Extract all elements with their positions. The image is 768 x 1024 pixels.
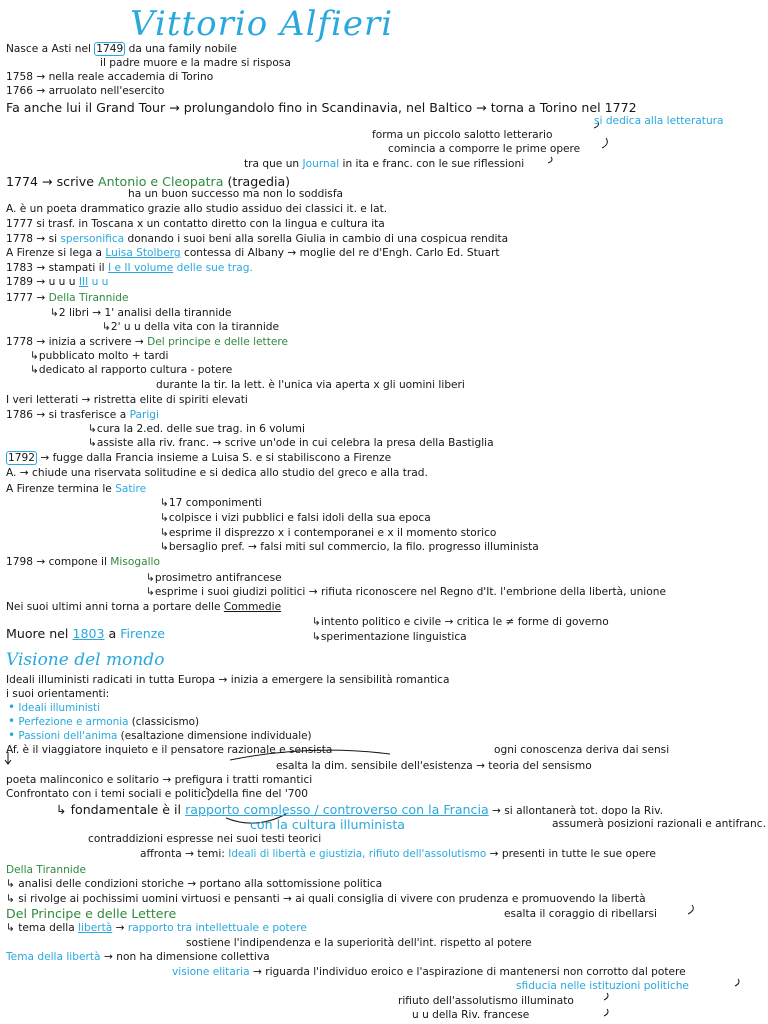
visione-text: → presenti in tutte le sue opere	[486, 848, 656, 860]
arrow-icon: ↳	[88, 437, 97, 449]
bio-line: 1766 → arruolato nell'esercito	[6, 85, 165, 97]
bio-line	[88, 423, 305, 436]
bio-text: a	[104, 626, 121, 641]
bio-line	[50, 307, 232, 320]
volume-label: III	[78, 276, 89, 288]
visione-text: fondamentale è il	[70, 802, 186, 817]
arrow-icon: ↳	[160, 541, 169, 553]
bio-text: 1789 → u u u	[6, 276, 79, 288]
bio-line-misogallo	[6, 556, 160, 569]
bio-line	[30, 350, 168, 363]
bio-text: Nasce a Asti nel	[6, 43, 95, 55]
bio-line	[160, 527, 496, 540]
bio-text: esprime il disprezzo x i contemporanei e x il momento storico	[168, 527, 497, 539]
visione-text: → si allontanerà tot. dopo la Riv.	[488, 805, 664, 817]
themes-text: Ideali di libertà e giustizia, rifiuto dell'assolutismo	[228, 848, 487, 860]
visione-line-temi	[140, 848, 656, 861]
works-text: →	[112, 922, 128, 934]
arrow-icon: ↳	[146, 586, 155, 598]
bullet-icon: •	[8, 700, 16, 714]
bio-line	[146, 572, 282, 585]
bio-text: 2' u u della vita con la tirannide	[110, 321, 280, 333]
orientation-item	[8, 729, 312, 743]
arrow-icon: ↳	[6, 893, 19, 905]
orientation-text: Ideali illuministi	[18, 702, 100, 714]
birth-year: 1749	[96, 43, 124, 55]
bio-text: Nei suoi ultimi anni torna a portare delle	[6, 601, 224, 613]
bio-text: sperimentazione linguistica	[320, 631, 467, 643]
bio-line	[160, 512, 431, 525]
bio-text: pubblicato molto + tardi	[38, 350, 169, 362]
bio-line-principe	[6, 336, 288, 349]
bio-text: 1778 → inizia a scrivere →	[6, 336, 148, 348]
bio-line-spersonifica	[6, 233, 508, 246]
orientation-note: (esaltazione dimensione individuale)	[117, 730, 312, 742]
arrow-icon: ↳	[312, 616, 321, 628]
arrow-icon: ↳	[6, 922, 19, 934]
keyword: spersonifica	[60, 233, 125, 245]
work-title: Del principe e delle lettere	[147, 336, 289, 348]
arrow-icon: ↳	[160, 527, 169, 539]
works-line: u u della Riv. francese	[412, 1009, 530, 1021]
visione-line: contraddizioni espresse nei suoi testi teorici	[88, 833, 322, 845]
works-text: tema della	[18, 922, 79, 934]
works-line	[6, 893, 646, 906]
works-line: → non ha dimensione collettiva	[104, 951, 270, 963]
keyword: rapporto tra intellettuale e potere	[127, 922, 307, 934]
bio-text: da una family nobile	[125, 43, 237, 55]
bio-line	[160, 497, 262, 510]
bio-text: 1798 → compone il	[6, 556, 111, 568]
arrow-icon: ↳	[6, 878, 19, 890]
bio-line-antonio	[6, 174, 290, 189]
bio-text: A Firenze si lega a	[6, 247, 106, 259]
bio-line-journal	[244, 158, 524, 171]
bio-line: ha un buon successo ma non lo soddisfa	[128, 188, 344, 200]
volume-label: I e II volume	[108, 262, 174, 274]
bio-text: tra que un	[244, 158, 303, 170]
bio-text: bersaglio pref. → falsi miti sul commercio, la filo. progresso illuminista	[168, 541, 539, 553]
visione-line: ogni conoscenza deriva dai sensi	[494, 744, 670, 756]
work-title: Misogallo	[110, 556, 160, 568]
bio-text: A Firenze termina le	[6, 483, 116, 495]
arrow-icon: ↳	[30, 350, 39, 362]
bio-line: 1777 si trasf. in Toscana x un contatto diretto con la lingua e cultura ita	[6, 218, 385, 230]
visione-line: i suoi orientamenti:	[6, 688, 110, 700]
bio-text: 2 libri → 1' analisi della tirannide	[58, 307, 232, 319]
orientation-text: Perfezione e armonia	[18, 716, 129, 728]
works-line-tema	[6, 922, 307, 935]
bio-text: 1778 → si	[6, 233, 61, 245]
city-name: Parigi	[129, 409, 159, 421]
bio-line: forma un piccolo salotto letterario	[372, 129, 553, 141]
works-line-highlight: sfiducia nelle istituzioni politiche	[516, 980, 689, 992]
arrow-icon: ↳	[56, 802, 71, 817]
bio-text: assiste alla riv. franc. → scrive un'ode in cui celebra la presa della Bastiglia	[96, 437, 494, 449]
visione-text: affronta → temi:	[140, 848, 229, 860]
bio-line-volumes	[6, 262, 253, 275]
works-text: si rivolge ai pochissimi uomini virtuosi e pensanti → ai quali consiglia di vivere con prudenza e promuovendo la libertà	[18, 893, 646, 905]
keyword: libertà	[78, 922, 113, 934]
work-title: Antonio e Cleopatra	[97, 174, 224, 189]
bio-line	[312, 616, 609, 629]
orientation-item	[8, 701, 100, 715]
bio-line: comincia a comporre le prime opere	[388, 143, 581, 155]
bio-line-1792	[6, 452, 391, 465]
bio-line-highlight: si dedica alla letteratura	[594, 115, 724, 127]
bio-line	[88, 437, 494, 450]
works-line-elitaria	[172, 966, 686, 979]
bio-text: donando i suoi beni alla sorella Giulia in cambio di una cospicua rendita	[124, 233, 509, 245]
arrow-icon: ↳	[160, 512, 169, 524]
bio-text: in ita e franc. con le sue riflessioni	[339, 158, 525, 170]
orientation-note: (classicismo)	[128, 716, 200, 728]
visione-line: Af. è il viaggiatore inquieto e il pensatore razionale e sensista	[6, 744, 333, 756]
bio-line-stolberg	[6, 247, 499, 260]
bio-text: colpisce i vizi pubblici e falsi idoli della sua epoca	[168, 512, 431, 524]
work-title: Della Tirannide	[48, 292, 129, 304]
bio-line-commedie	[6, 601, 281, 614]
bio-line-grand-tour: Fa anche lui il Grand Tour → prolungandolo fino in Scandinavia, nel Baltico → torna a Torino nel 1772	[6, 100, 637, 115]
bio-line: 1758 → nella reale accademia di Torino	[6, 71, 214, 83]
section-heading-visione: Visione del mondo	[6, 650, 165, 670]
bio-text: esprime i suoi giudizi politici → rifiuta riconoscere nel Regno d'It. l'embrione della libertà, unione	[154, 586, 666, 598]
orientation-text: Passioni dell'anima	[18, 730, 118, 742]
bio-text: u u	[88, 276, 109, 288]
person-name: Luisa Stolberg	[105, 247, 181, 259]
arrow-icon: ↳	[102, 321, 111, 333]
bio-text: contessa di Albany → moglie del re d'Engh. Carlo Ed. Stuart	[180, 247, 500, 259]
bio-text: intento politico e civile → critica le ≠ forme di governo	[320, 616, 609, 628]
visione-line: assumerà posizioni razionali e antifranc.	[552, 818, 766, 830]
bio-line	[146, 586, 666, 599]
arrow-icon: ↳	[160, 497, 169, 509]
bio-text: cura la 2.ed. delle sue trag. in 6 volumi	[96, 423, 305, 435]
bio-line	[160, 541, 539, 554]
works-text: → riguarda l'individuo eroico e l'aspirazione di mantenersi non corrotto dal potere	[249, 966, 686, 978]
arrow-icon: ↳	[146, 572, 155, 584]
bio-line: durante la tir. la lett. è l'unica via aperta x gli uomini liberi	[156, 379, 465, 391]
bio-line: A. è un poeta drammatico grazie allo studio assiduo dei classici it. e lat.	[6, 203, 388, 215]
page-title: Vittorio Alfieri	[130, 4, 394, 44]
bio-line-birth	[6, 43, 237, 56]
bio-line-volume3	[6, 276, 108, 289]
visione-line: esalta la dim. sensibile dell'esistenza → teoria del sensismo	[276, 760, 592, 772]
arrow-icon: ↳	[50, 307, 59, 319]
bio-text: delle sue trag.	[173, 262, 253, 274]
bio-text: (tragedia)	[223, 174, 291, 189]
arrow-icon: ↳	[30, 364, 39, 376]
bio-line	[312, 631, 467, 644]
bio-line-tirannide	[6, 292, 129, 305]
work-title: Commedie	[223, 601, 282, 613]
bio-text: 1777 →	[6, 292, 49, 304]
works-line	[6, 878, 382, 891]
visione-line: Ideali illuministi radicati in tutta Europa → inizia a emergere la sensibilità romantica	[6, 674, 450, 686]
bio-line	[102, 321, 279, 334]
visione-line: poeta malinconico e solitario → prefigura i tratti romantici	[6, 774, 313, 786]
bio-text: prosimetro antifrancese	[154, 572, 282, 584]
year-label: 1792	[8, 452, 35, 464]
bio-line: il padre muore e la madre si risposa	[100, 57, 291, 69]
journal-title: Journal	[302, 158, 340, 170]
bio-text: 1786 → si trasferisce a	[6, 409, 130, 421]
bio-line: I veri letterati → ristretta elite di spiriti elevati	[6, 394, 248, 406]
bio-text: 17 componimenti	[168, 497, 262, 509]
city-name: Firenze	[120, 626, 166, 641]
bio-line-satire	[6, 483, 146, 496]
bio-line: A. → chiude una riservata solitudine e si dedica allo studio del greco e alla trad.	[6, 467, 428, 479]
bio-text: → fugge dalla Francia insieme a Luisa S. e si stabiliscono a Firenze	[36, 452, 392, 464]
works-line: esalta il coraggio di ribellarsi	[504, 908, 657, 920]
year-label: 1803	[72, 626, 105, 641]
bio-text: Muore nel	[6, 626, 73, 641]
orientation-item	[8, 715, 199, 729]
work-title: Satire	[115, 483, 147, 495]
works-line: rifiuto dell'assolutismo illuminato	[398, 995, 574, 1007]
works-text: analisi delle condizioni storiche → portano alla sottomissione politica	[18, 878, 383, 890]
keyword: rapporto complesso / controverso con la Francia	[185, 802, 489, 817]
bio-line	[30, 364, 232, 377]
visione-line-illuminista: con la cultura illuminista	[250, 817, 405, 832]
arrow-icon: ↳	[88, 423, 97, 435]
bullet-icon: •	[8, 714, 16, 728]
arrow-icon: ↳	[312, 631, 321, 643]
visione-line: Confrontato con i temi sociali e politici della fine del '700	[6, 788, 308, 800]
keyword: visione elitaria	[172, 966, 250, 978]
work-heading-liberta: Tema della libertà	[6, 951, 101, 963]
work-heading-tirannide: Della Tirannide	[6, 864, 86, 876]
bullet-icon: •	[8, 728, 16, 742]
works-line: sostiene l'indipendenza e la superiorità dell'int. rispetto al potere	[186, 937, 532, 949]
bio-line-parigi	[6, 409, 159, 422]
work-heading-principe: Del Principe e delle Lettere	[6, 906, 177, 921]
bio-text: 1783 → stampati il	[6, 262, 108, 274]
bio-line-death	[6, 626, 165, 641]
bio-text: dedicato al rapporto cultura - potere	[38, 364, 233, 376]
bio-text: 1774 → scrive	[6, 174, 98, 189]
